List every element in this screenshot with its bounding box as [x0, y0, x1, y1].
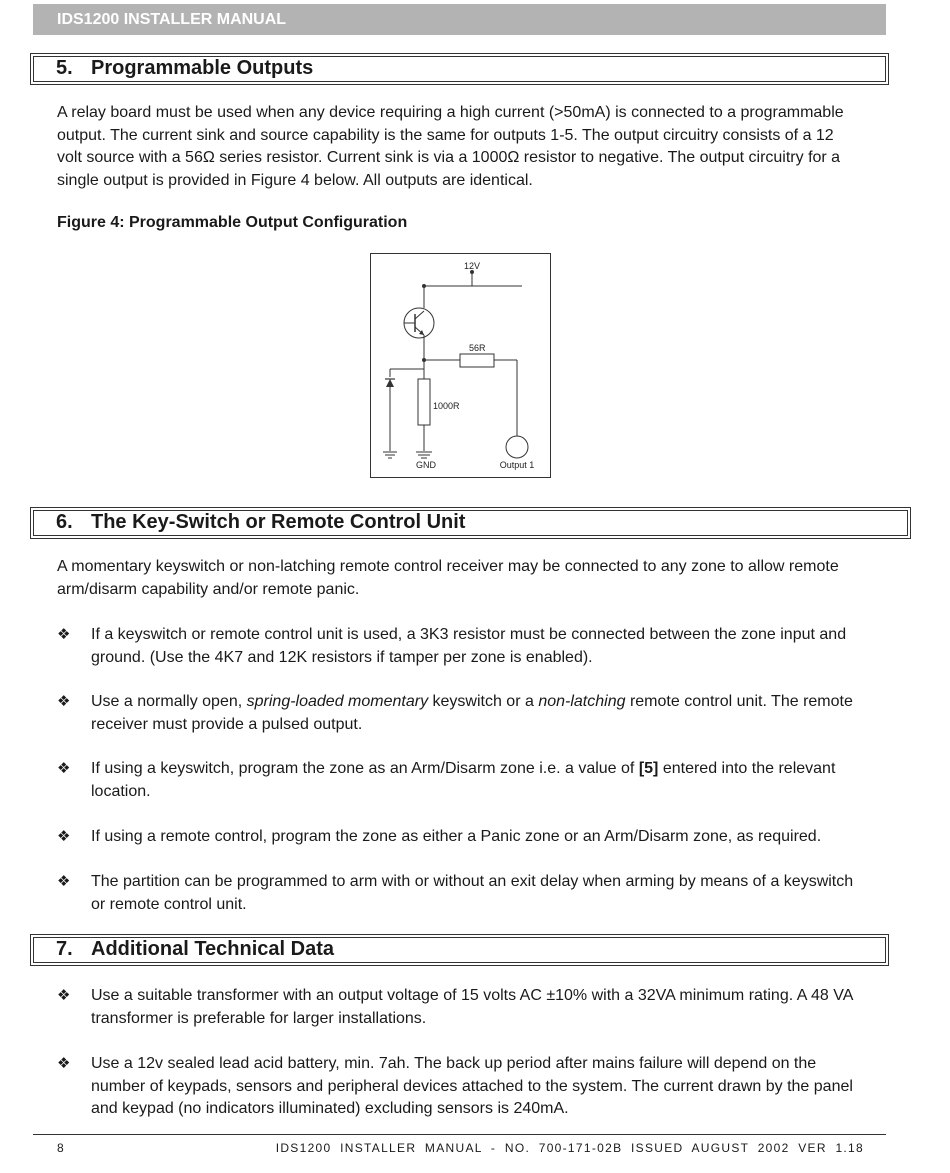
list-item-text: If using a keyswitch, program the zone as an Arm/Disarm zone i.e. a value of [5] entered into the relevant location. [91, 760, 836, 800]
resistor-1000r [418, 379, 430, 425]
bullet-icon: ❖ [57, 1055, 71, 1072]
section-number: 6. [56, 511, 73, 533]
list-item-text: The partition can be programmed to arm with or without an exit delay when arming by means of a keyswitch or remote control unit. [91, 873, 854, 913]
diode-symbol [386, 379, 394, 387]
label-output: Output 1 [499, 460, 535, 470]
section-5-paragraph: A relay board must be used when any device requiring a high current (>50mA) is connected to a programmable output. The current sink and source capability is the same for outputs 1-5. The output circuitry consists of a 12 volt source with a 56Ω series resistor. Current sink is via a 1000Ω resistor to negative. The output circuitry for a single output is provided in Figure 4 below. All outputs are identical. [57, 104, 844, 189]
bullet-icon: ❖ [57, 626, 71, 643]
section-number: 7. [56, 938, 73, 960]
section-title: Additional Technical Data [91, 938, 334, 960]
label-12v: 12V [463, 261, 481, 271]
page-number: 8 [57, 1141, 64, 1155]
output-terminal [506, 436, 528, 458]
emphasis: non-latching [538, 693, 626, 710]
bullet-icon: ❖ [57, 987, 71, 1004]
section-5-heading [33, 56, 886, 82]
list-item-text: If using a remote control, program the zone as either a Panic zone or an Arm/Disarm zone, as required. [91, 828, 822, 845]
section-title: Programmable Outputs [91, 57, 314, 79]
section-6-paragraph: A momentary keyswitch or non-latching remote control receiver may be connected to any zone to allow remote arm/disarm capability and/or remote panic. [57, 558, 839, 598]
list-item-text: If a keyswitch or remote control unit is used, a 3K3 resistor must be connected between the zone input and ground. (Use the 4K7 and 12K resistors if tamper per zone is enabled). [91, 626, 847, 666]
list-item-text: Use a 12v sealed lead acid battery, min. 7ah. The back up period after mains failure will depend on the number of keypads, sensors and peripheral devices attached to the system. The current drawn by the panel and keypad (no indicators illuminated) excluding sensors is 240mA. [91, 1055, 853, 1118]
emphasis: spring-loaded momentary [246, 693, 429, 710]
list-item-text: Use a suitable transformer with an output voltage of 15 volts AC ±10% with a 32VA minimum rating. A 48 VA transformer is preferable for larger installations. [91, 987, 853, 1027]
footer-text: IDS1200 INSTALLER MANUAL - NO. 700-171-02B ISSUED AUGUST 2002 VER 1.18 [275, 1141, 864, 1155]
section-6-heading [33, 510, 908, 536]
resistor-56r [460, 354, 494, 367]
running-header: IDS1200 INSTALLER MANUAL [33, 4, 886, 35]
bullet-icon: ❖ [57, 693, 71, 710]
label-56r: 56R [469, 343, 486, 353]
bullet-icon: ❖ [57, 873, 71, 890]
output-circuit-diagram [370, 253, 551, 478]
bullet-icon: ❖ [57, 760, 71, 777]
section-number: 5. [56, 57, 73, 79]
section-title: The Key-Switch or Remote Control Unit [91, 511, 466, 533]
label-gnd: GND [416, 460, 436, 470]
footer-divider [33, 1134, 886, 1135]
value-code: [5] [638, 760, 659, 777]
bullet-icon: ❖ [57, 828, 71, 845]
label-1000r: 1000R [433, 401, 460, 411]
list-item-text: Use a normally open, spring-loaded momentary keyswitch or a non-latching remote control unit. The remote receiver must provide a pulsed output. [91, 693, 853, 733]
figure-caption: Figure 4: Programmable Output Configuration [57, 214, 408, 231]
section-7-heading [33, 937, 886, 963]
